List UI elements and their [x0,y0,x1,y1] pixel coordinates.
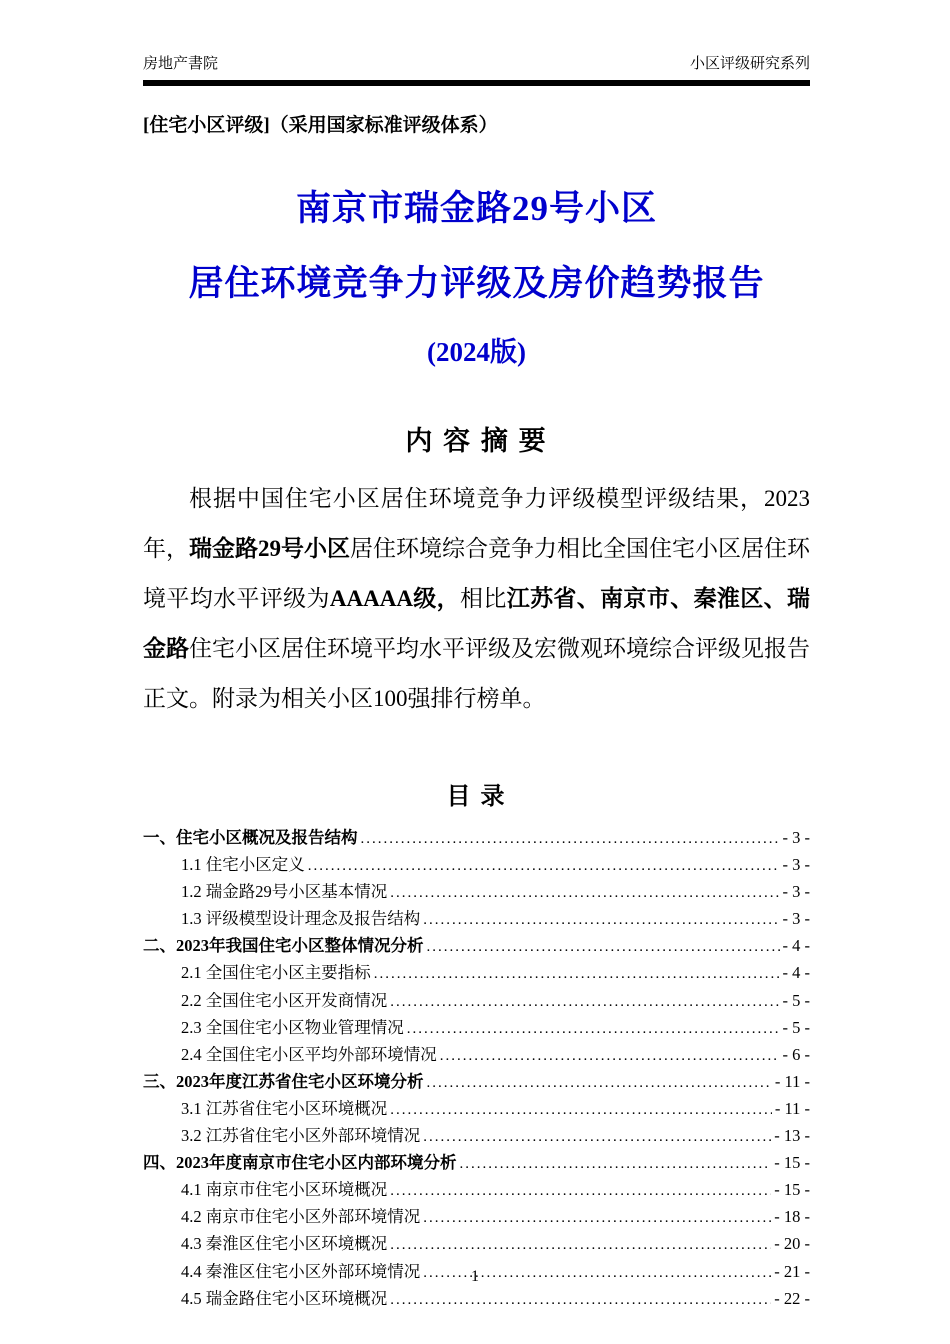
toc-entry-label: 4.4 秦淮区住宅小区外部环境情况 [181,1261,421,1281]
toc-entry-label: 4.3 秦淮区住宅小区环境概况 [181,1234,388,1254]
toc-entry-label: 2.3 全国住宅小区物业管理情况 [181,1017,404,1037]
header-divider [143,80,810,86]
toc-entry[interactable] [143,1123,810,1150]
toc-entry-page: - 15 - [774,1153,810,1173]
report-title-line2: 居住环境竞争力评级及房价趋势报告 [188,264,765,303]
header-left-text: 房地产書院 [143,56,219,72]
toc-entry-page: - 18 - [774,1207,810,1227]
toc-entry-page: - 6 - [782,1044,810,1064]
toc-leader-dots [427,933,780,960]
page-number: 1 [471,1268,479,1285]
toc-entry-page: - 3 - [782,909,810,929]
toc-leader-dots [390,1096,772,1123]
toc-leader-dots [460,1150,772,1177]
report-type-label: [住宅小区评级]（采用国家标准评级体系） [143,115,498,136]
toc-entry[interactable] [143,1015,810,1042]
toc-entry[interactable] [143,1231,810,1258]
toc-entry-label: 4.1 南京市住宅小区环境概况 [181,1180,388,1200]
toc-entry-page: - 11 - [774,1098,810,1118]
toc-entry-page: - 4 - [782,963,810,983]
toc-entry[interactable] [143,1150,810,1177]
toc-entry-label: 2.1 全国住宅小区主要指标 [181,963,371,983]
abstract-segment-bold: 江苏省、南京市、秦淮区、瑞金路 [143,586,811,661]
toc-entry[interactable] [143,1204,810,1231]
toc-leader-dots [427,1069,772,1096]
toc-entry[interactable] [143,906,810,933]
report-edition: (2024版) [427,337,526,367]
title-block [143,181,810,369]
toc-leader-dots [390,879,779,906]
toc-leader-dots [361,825,780,852]
toc-entry[interactable] [143,879,810,906]
toc-leader-dots [423,1204,771,1231]
page-footer [0,1268,950,1286]
abstract-segment: 根据中国住宅小区居住环境竞争力评级模型评级结果，2023年， [143,486,810,561]
toc-entry-page: - 15 - [774,1180,810,1200]
toc-entry[interactable] [143,1096,810,1123]
toc-entry[interactable] [143,933,810,960]
toc-leader-dots [374,960,780,987]
page-header [143,52,810,80]
toc-entry-page: - 20 - [774,1234,810,1254]
abstract-segment: 居住环境综合竞争力相比全国住宅小区居住环境平均水平评级为 [143,536,810,611]
toc-entry[interactable] [143,1286,810,1313]
toc-leader-dots [390,1177,771,1204]
toc-entry[interactable] [143,825,810,852]
toc-entry-page: - 5 - [782,1017,810,1037]
toc-leader-dots [308,852,780,879]
toc-entry[interactable] [143,988,810,1015]
toc-entry-label: 1.2 瑞金路29号小区基本情况 [181,882,388,902]
abstract-segment-bold: AAAAA级， [329,586,460,611]
toc-entry-label: 三、2023年度江苏省住宅小区环境分析 [143,1071,424,1091]
abstract-segment: 住宅小区居住环境平均水平评级及宏微观环境综合评级见报告正文。附录为相关小区100强排行榜单。 [143,636,810,711]
toc-leader-dots [390,1286,771,1313]
toc-heading: 目 录 [446,784,507,810]
toc-entry-label: 二、2023年我国住宅小区整体情况分析 [143,936,424,956]
toc-entry-label: 一、住宅小区概况及报告结构 [143,828,358,847]
header-right-text: 小区评级研究系列 [689,56,810,72]
abstract-segment: 相比 [460,586,507,611]
toc-entry-page: - 3 - [782,882,810,902]
toc-entry-page: - 11 - [774,1071,810,1091]
toc-entry-page: - 21 - [774,1261,810,1281]
toc-entry-label: 4.2 南京市住宅小区外部环境情况 [181,1207,421,1227]
toc-entry-page: - 22 - [774,1288,810,1308]
toc-entry-page: - 4 - [782,936,810,956]
toc-entry-page: - 3 - [782,828,810,847]
toc-entry-label: 2.4 全国住宅小区平均外部环境情况 [181,1044,437,1064]
toc-entry[interactable] [143,1042,810,1069]
toc-entry-label: 四、2023年度南京市住宅小区内部环境分析 [143,1153,457,1173]
toc-leader-dots [423,1123,771,1150]
toc-leader-dots [390,988,779,1015]
toc-entry[interactable] [143,1177,810,1204]
toc-leader-dots [423,906,779,933]
toc-entry-page: - 13 - [774,1126,810,1146]
abstract-paragraph [143,474,810,724]
toc-leader-dots [407,1015,780,1042]
toc-leader-dots [390,1231,771,1258]
table-of-contents [143,825,810,1313]
toc-leader-dots [440,1042,780,1069]
toc-entry-label: 2.2 全国住宅小区开发商情况 [181,990,388,1010]
report-title-line1: 南京市瑞金路29号小区 [295,189,657,228]
toc-entry-label: 3.1 江苏省住宅小区环境概况 [181,1098,388,1118]
abstract-heading: 内 容 摘 要 [405,426,548,456]
toc-entry-label: 4.5 瑞金路住宅小区环境概况 [181,1288,388,1308]
toc-entry-label: 1.3 评级模型设计理念及报告结构 [181,909,421,929]
toc-entry[interactable] [143,960,810,987]
toc-entry-label: 3.2 江苏省住宅小区外部环境情况 [181,1126,421,1146]
toc-entry-page: - 5 - [782,990,810,1010]
abstract-segment-bold: 瑞金路29号小区 [189,536,350,561]
toc-entry-label: 1.1 住宅小区定义 [181,855,305,875]
toc-entry[interactable] [143,1069,810,1096]
toc-entry[interactable] [143,852,810,879]
toc-entry-page: - 3 - [782,855,810,875]
